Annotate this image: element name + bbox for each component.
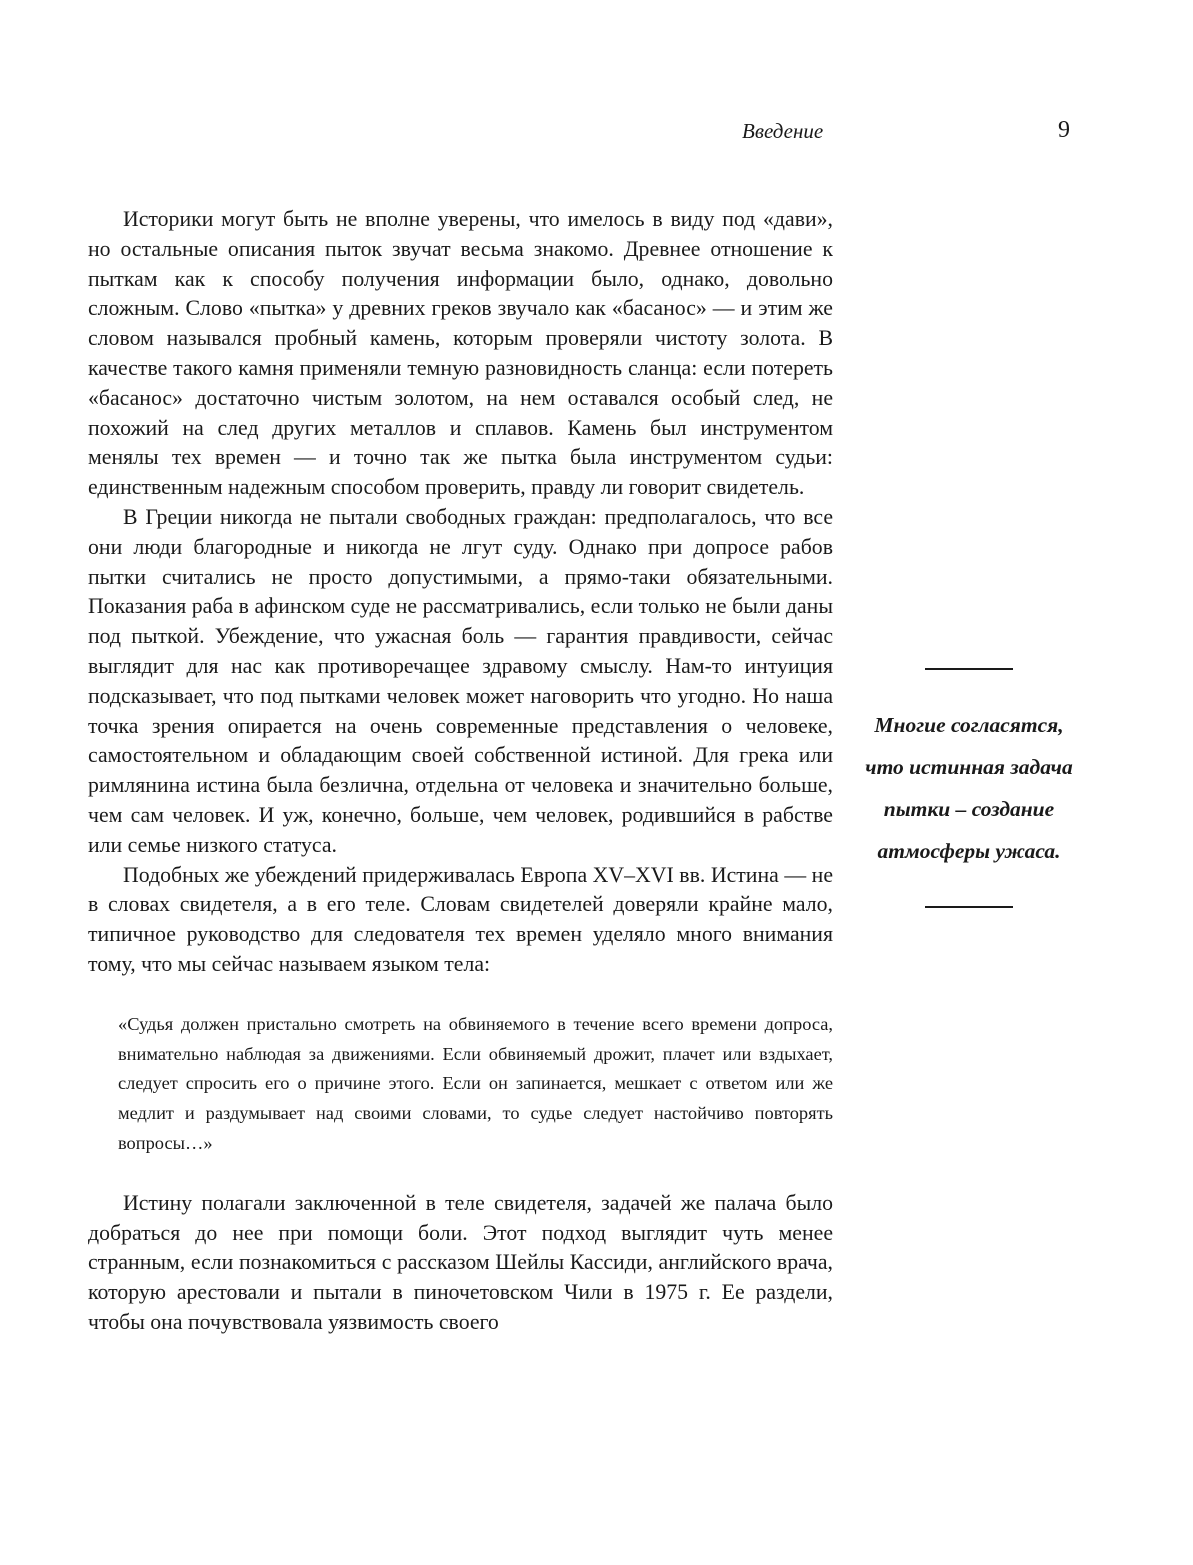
main-text-column (88, 205, 833, 1338)
page-number: 9 (1058, 117, 1070, 143)
interrogation-manual-quote: «Судья должен пристально смотреть на обвиняемого в течение всего времени допроса, внимательно наблюдая за движениями. Если обвиняемый дрожит, плачет или вздыхает, следует спросить его о причине этого. Если он запинается, мешкает с ответом или же медлит и раздумывает над своими словами, то судье следует настойчиво повторять вопросы…» (118, 1013, 833, 1153)
paragraph-europe: Подобных же убеждений придерживалась Европа XV–XVI вв. Истина — не в словах свидетеля, а в его теле. Словам свидетелей доверяли крайне мало, типичное руководство для следователя тех времен уделяло много внимания тому, что мы сейчас называем языком тела: (88, 862, 833, 976)
running-title: Введение (742, 119, 824, 143)
pull-quote-bottom-rule (925, 906, 1013, 908)
pull-quote-text: Многие согласятся, что истинная задача пытки – создание атмосферы ужаса. (865, 713, 1073, 863)
paragraph-greece: В Греции никогда не пытали свободных граждан: предполагалось, что все они люди благородные и никогда не лгут суду. Однако при допросе рабов пытки считались не просто допустимыми, а прямо-таки обязательными. Показания раба в афинском суде не рассматривались, если только не были даны под пыткой. Убеждение, что ужасная боль — гарантия правдивости, сейчас выглядит для нас как противоречащее здравому смыслу. Нам-то интуиция подсказывает, что под пытками человек может наговорить что угодно. Но наша точка зрения опирается на очень современные представления о человеке, самостоятельном и обладающим своей собственной истиной. Для грека или римлянина истина была безлична, отдельна от человека и значительно больше, чем сам человек. И уж, конечно, больше, чем человек, родившийся в рабстве или семье низкого статуса. (88, 504, 833, 857)
paragraph-cassidy: Истину полагали заключенной в теле свидетеля, задачей же палача было добраться до нее при помощи боли. Этот подход выглядит чуть менее странным, если познакомиться с рассказом Шейлы Кассиди, английского врача, которую арестовали и пытали в пиночетовском Чили в 1975 г. Ее раздели, чтобы она почувствовала уязвимость своего (88, 1190, 833, 1334)
paragraph-basanos: Историки могут быть не вполне уверены, что имелось в виду под «дави», но остальные описания пыток звучат весьма знакомо. Древнее отношение к пыткам как к способу получения информации было, однако, довольно сложным. Слово «пытка» у древних греков звучало как «басанос» — и этим же словом назывался пробный камень, которым проверяли чистоту золота. В качестве такого камня применяли темную разновидность сланца: если потереть «басанос» достаточно чистым золотом, на нем оставался особый след, не похожий на след других металлов и сплавов. Камень был инструментом менялы тех времен — и точно так же пытка была инструментом судьи: единственным надежным способом проверить, правду ли говорит свидетель. (88, 207, 833, 500)
pull-quote-sidebar (860, 668, 1078, 908)
pull-quote-top-rule (925, 668, 1013, 670)
